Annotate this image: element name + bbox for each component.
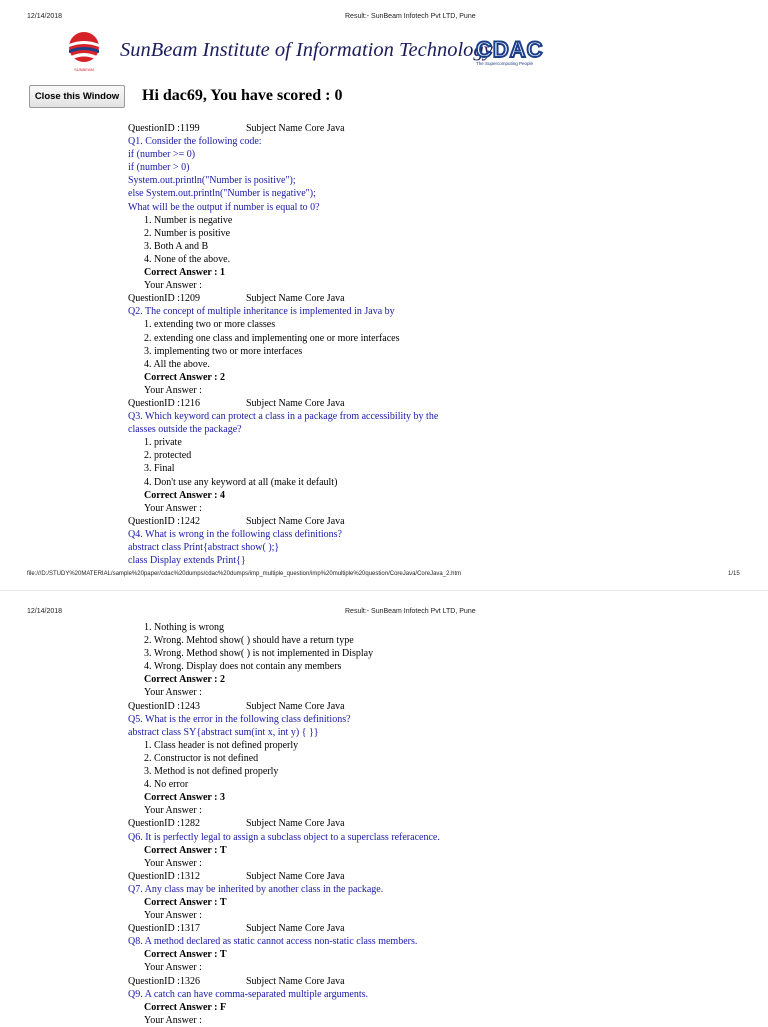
question-text: Q7. Any class may be inherited by another class in the package. bbox=[128, 883, 384, 895]
question-text: abstract class SY{abstract sum(int x, int y) { }} bbox=[128, 726, 319, 738]
correct-answer bbox=[128, 948, 688, 961]
answer-option: 3. implementing two or more interfaces bbox=[144, 345, 303, 357]
correct-answer-value: 3 bbox=[220, 792, 225, 804]
answer-option: 4. Wrong. Display does not contain any members bbox=[144, 661, 342, 673]
correct-answer-label: Correct Answer : bbox=[144, 1001, 220, 1013]
question-text: class Display extends Print{} bbox=[128, 555, 246, 567]
answer-option: 4. None of the above. bbox=[144, 253, 231, 265]
answer-option: 4. Don't use any keyword at all (make it default) bbox=[144, 476, 338, 488]
score-greeting: Hi dac69, You have scored : 0 bbox=[142, 87, 343, 104]
print-title: Result:- SunBeam Infotech Pvt LTD, Pune bbox=[345, 13, 476, 20]
correct-answer bbox=[128, 791, 688, 804]
question-text: if (number > 0) bbox=[128, 162, 190, 174]
sunbeam-logo bbox=[64, 30, 104, 74]
correct-answer-value: T bbox=[219, 949, 227, 961]
subject-name: Subject Name Core Java bbox=[246, 923, 345, 935]
question-text: else System.out.println("Number is negative"); bbox=[128, 188, 316, 200]
question-id bbox=[128, 397, 246, 410]
question-id-value: 1317 bbox=[179, 923, 200, 935]
questions-page-2 bbox=[128, 621, 688, 1027]
question-id-label: QuestionID : bbox=[128, 700, 180, 712]
correct-answer-value: T bbox=[219, 844, 227, 856]
answer-option: 3. Final bbox=[144, 463, 175, 475]
question-id-value: 1282 bbox=[179, 818, 200, 830]
cdac-tagline: The Supercomputing People bbox=[476, 61, 534, 66]
subject-name: Subject Name Core Java bbox=[246, 975, 345, 987]
question-id-value: 1199 bbox=[179, 123, 200, 134]
print-footer bbox=[0, 571, 768, 581]
question-id bbox=[128, 122, 246, 135]
subject-name: Subject Name Core Java bbox=[246, 818, 345, 830]
cdac-wordmark: CDAC bbox=[476, 37, 544, 62]
question-id bbox=[128, 700, 246, 713]
answer-option: 3. Wrong. Method show( ) is not implemented in Display bbox=[144, 648, 374, 660]
print-date: 12/14/2018 bbox=[27, 608, 63, 615]
question-id-value: 1216 bbox=[179, 397, 200, 409]
correct-answer bbox=[128, 266, 688, 279]
answer-option: 2. Number is positive bbox=[144, 227, 231, 239]
question-text: Q3. Which keyword can protect a class in a package from accessibility by the bbox=[128, 411, 439, 423]
question-id-label: QuestionID : bbox=[128, 818, 180, 830]
question-id-value: 1326 bbox=[179, 975, 200, 987]
correct-answer-value: 4 bbox=[220, 489, 225, 501]
question-id bbox=[128, 922, 246, 935]
your-answer: Your Answer : bbox=[144, 857, 202, 869]
correct-answer bbox=[128, 844, 688, 857]
correct-answer-label: Correct Answer : bbox=[144, 949, 220, 961]
subject-name: Subject Name Core Java bbox=[246, 123, 345, 134]
question-id-label: QuestionID : bbox=[128, 293, 180, 305]
page-separator bbox=[0, 590, 768, 591]
correct-answer bbox=[128, 673, 688, 686]
subject-name: Subject Name Core Java bbox=[246, 700, 345, 712]
print-header-page-2 bbox=[0, 608, 768, 622]
question-id-label: QuestionID : bbox=[128, 870, 180, 882]
question-meta bbox=[128, 870, 688, 883]
answer-option: 1. Nothing is wrong bbox=[144, 622, 224, 633]
question-id-label: QuestionID : bbox=[128, 975, 180, 987]
question-text: Q8. A method declared as static cannot access non-static class members. bbox=[128, 936, 418, 948]
correct-answer bbox=[128, 896, 688, 909]
question-id-label: QuestionID : bbox=[128, 123, 180, 134]
answer-option: 3. Both A and B bbox=[144, 240, 209, 252]
question-id bbox=[128, 292, 246, 305]
question-text: What will be the output if number is equal to 0? bbox=[128, 201, 320, 213]
correct-answer-label: Correct Answer : bbox=[144, 674, 220, 686]
answer-option: 2. Constructor is not defined bbox=[144, 752, 259, 764]
question-meta bbox=[128, 922, 688, 935]
question-id bbox=[128, 870, 246, 883]
question-text: Q5. What is the error in the following class definitions? bbox=[128, 713, 351, 725]
correct-answer-label: Correct Answer : bbox=[144, 489, 220, 501]
question-text: classes outside the package? bbox=[128, 424, 242, 436]
question-text: Q1. Consider the following code: bbox=[128, 136, 262, 148]
subject-name: Subject Name Core Java bbox=[246, 870, 345, 882]
question-meta bbox=[128, 292, 688, 305]
question-text: Q6. It is perfectly legal to assign a subclass object to a superclass referacence. bbox=[128, 831, 440, 843]
answer-option: 2. protected bbox=[144, 450, 192, 462]
question-id bbox=[128, 515, 246, 528]
your-answer: Your Answer : bbox=[144, 962, 202, 974]
your-answer: Your Answer : bbox=[144, 280, 202, 292]
correct-answer-label: Correct Answer : bbox=[144, 371, 220, 383]
subject-name: Subject Name Core Java bbox=[246, 515, 345, 527]
answer-option: 1. extending two or more classes bbox=[144, 319, 276, 331]
correct-answer-value: F bbox=[220, 1001, 227, 1013]
correct-answer-label: Correct Answer : bbox=[144, 844, 220, 856]
question-id-value: 1312 bbox=[179, 870, 200, 882]
answer-option: 4. No error bbox=[144, 779, 189, 791]
correct-answer-label: Correct Answer : bbox=[144, 267, 220, 279]
question-text: Q2. The concept of multiple inheritance is implemented in Java by bbox=[128, 306, 395, 318]
question-text: System.out.println("Number is positive"); bbox=[128, 175, 296, 187]
answer-option: 3. Method is not defined properly bbox=[144, 766, 279, 778]
print-title: Result:- SunBeam Infotech Pvt LTD, Pune bbox=[345, 608, 476, 615]
answer-option: 1. Class header is not defined properly bbox=[144, 739, 299, 751]
subject-name: Subject Name Core Java bbox=[246, 397, 345, 409]
correct-answer-label: Correct Answer : bbox=[144, 792, 220, 804]
question-meta bbox=[128, 122, 688, 135]
answer-option: 1. Number is negative bbox=[144, 214, 233, 226]
question-id bbox=[128, 817, 246, 830]
svg-text:SUNBEAM: SUNBEAM bbox=[74, 67, 94, 72]
your-answer: Your Answer : bbox=[144, 1014, 202, 1026]
institute-name: SunBeam Institute of Information Technology bbox=[120, 39, 493, 61]
question-meta bbox=[128, 700, 688, 713]
question-meta bbox=[128, 515, 688, 528]
question-id-label: QuestionID : bbox=[128, 397, 180, 409]
correct-answer-value: 2 bbox=[220, 674, 225, 686]
question-meta bbox=[128, 397, 688, 410]
close-window-button[interactable]: Close this Window bbox=[29, 85, 125, 108]
print-header bbox=[0, 13, 768, 27]
answer-option: 2. Wrong. Mehtod show( ) should have a return type bbox=[144, 635, 354, 647]
question-id-value: 1209 bbox=[179, 293, 200, 305]
page-number: 1/15 bbox=[728, 571, 740, 577]
answer-option: 1. private bbox=[144, 437, 182, 449]
file-path: file:///D:/STUDY%20MATERIAL/sample%20paper/cdac%20dumps/cdac%20dumps/imp_multiple_question/imp%20multiple%20question/CoreJava/CoreJava_2.htm bbox=[27, 571, 462, 577]
questions-page-1 bbox=[128, 122, 688, 567]
question-id-value: 1242 bbox=[179, 515, 200, 527]
answer-option: 4. All the above. bbox=[144, 358, 210, 370]
correct-answer-label: Correct Answer : bbox=[144, 896, 220, 908]
your-answer: Your Answer : bbox=[144, 502, 202, 514]
question-text: Q9. A catch can have comma-separated multiple arguments. bbox=[128, 988, 369, 1000]
your-answer: Your Answer : bbox=[144, 910, 202, 922]
answer-option: 2. extending one class and implementing one or more interfaces bbox=[144, 332, 400, 344]
question-meta bbox=[128, 975, 688, 988]
your-answer: Your Answer : bbox=[144, 384, 202, 396]
correct-answer-value: 1 bbox=[220, 267, 225, 279]
question-id-label: QuestionID : bbox=[128, 923, 180, 935]
question-text: Q4. What is wrong in the following class definitions? bbox=[128, 528, 342, 540]
cdac-logo bbox=[474, 36, 564, 68]
question-text: abstract class Print{abstract show( );} bbox=[128, 542, 280, 553]
question-id bbox=[128, 975, 246, 988]
question-meta bbox=[128, 817, 688, 830]
correct-answer-value: 2 bbox=[220, 371, 225, 383]
question-id-value: 1243 bbox=[179, 700, 200, 712]
correct-answer bbox=[128, 1001, 688, 1014]
correct-answer bbox=[128, 489, 688, 502]
subject-name: Subject Name Core Java bbox=[246, 293, 345, 305]
your-answer: Your Answer : bbox=[144, 805, 202, 817]
your-answer: Your Answer : bbox=[144, 687, 202, 699]
print-date: 12/14/2018 bbox=[27, 13, 63, 20]
correct-answer-value: T bbox=[219, 896, 227, 908]
question-text: if (number >= 0) bbox=[128, 149, 196, 161]
correct-answer bbox=[128, 371, 688, 384]
question-id-label: QuestionID : bbox=[128, 515, 180, 527]
